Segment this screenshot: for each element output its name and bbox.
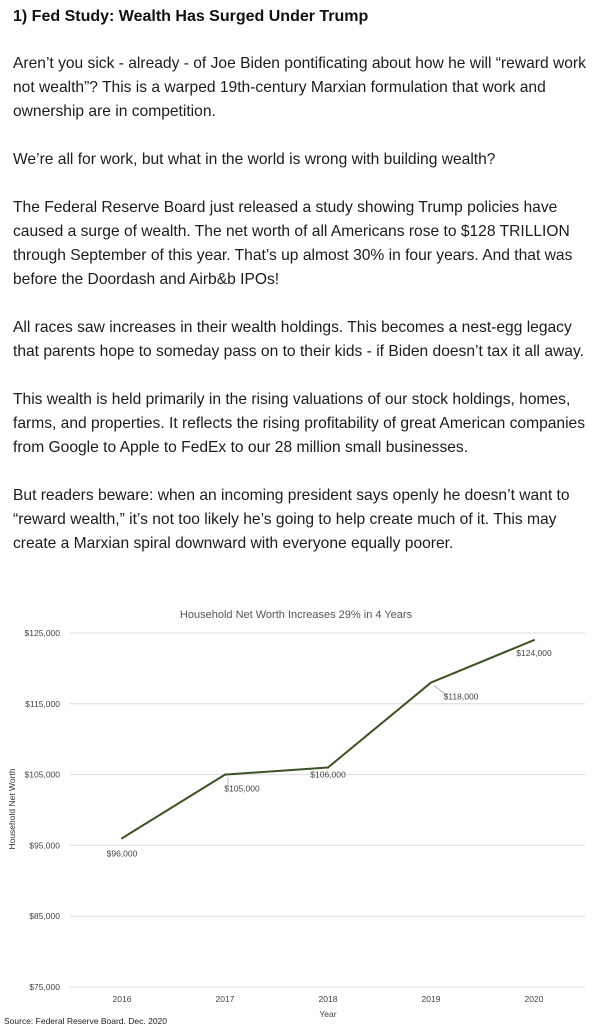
y-tick-label: $115,000 bbox=[25, 698, 60, 709]
data-point bbox=[224, 774, 226, 776]
x-tick-label: 2020 bbox=[524, 994, 544, 1004]
net-worth-chart bbox=[0, 598, 600, 1025]
chart-source-note: Source: Federal Reserve Board. Dec. 2020 bbox=[4, 1016, 168, 1026]
x-tick-label: 2017 bbox=[215, 994, 235, 1004]
x-tick-label: 2018 bbox=[318, 994, 338, 1004]
data-point bbox=[121, 837, 123, 839]
y-tick-label: $85,000 bbox=[29, 911, 60, 922]
data-label: $124,000 bbox=[516, 648, 552, 659]
data-point bbox=[430, 682, 432, 684]
y-tick-label: $95,000 bbox=[29, 840, 60, 851]
article bbox=[13, 0, 588, 556]
x-tick-label: 2019 bbox=[421, 994, 441, 1004]
chart-svg bbox=[0, 598, 600, 1025]
chart-title: Household Net Worth Increases 29% in 4 Years bbox=[179, 609, 413, 621]
article-paragraph-5: This wealth is held primarily in the rising valuations of our stock holdings, homes, farms, and properties. It reflects the rising profitability of great American companies from Google to Apple to FedEx to our 28 million small businesses. bbox=[13, 391, 586, 456]
article-paragraph-4: All races saw increases in their wealth holdings. This becomes a nest-egg legacy that parents hope to someday pass on to their kids - if Biden doesn’t tax it all away. bbox=[13, 319, 584, 360]
data-label: $106,000 bbox=[310, 769, 346, 780]
data-point bbox=[533, 639, 535, 641]
article-paragraph-2: We’re all for work, but what in the world is wrong with building wealth? bbox=[13, 151, 496, 168]
data-point bbox=[327, 767, 329, 769]
article-paragraph-1: Aren’t you sick - already - of Joe Biden pontificating about how he will “reward work not wealth”? This is a warped 19th-century Marxian formulation that work and ownership are in competition. bbox=[13, 55, 586, 120]
x-tick-label: 2016 bbox=[112, 994, 132, 1004]
y-tick-label: $105,000 bbox=[24, 769, 60, 780]
y-axis-label: Household Net Worth bbox=[7, 768, 17, 850]
x-axis-label: Year bbox=[319, 1009, 337, 1019]
article-paragraph-3: The Federal Reserve Board just released a study showing Trump policies have caused a surge of wealth. The net worth of all Americans rose to $128 TRILLION through September of this year. That’s up almost 30% in four years. And that was before the Doordash and Airb&b IPOs! bbox=[13, 199, 573, 288]
y-tick-label: $75,000 bbox=[29, 982, 60, 992]
article-headline: 1) Fed Study: Wealth Has Surged Under Trump bbox=[13, 8, 369, 25]
data-label: $118,000 bbox=[443, 691, 479, 702]
data-label: $96,000 bbox=[106, 848, 138, 859]
data-label: $105,000 bbox=[224, 783, 260, 794]
article-paragraph-6: But readers beware: when an incoming president says openly he doesn’t want to “reward wealth,” it’s not too likely he’s going to help create much of it. This may create a Marxian spiral downward with everyone equally poorer. bbox=[13, 487, 570, 552]
series-line bbox=[122, 640, 534, 838]
y-tick-label: $125,000 bbox=[24, 628, 60, 638]
